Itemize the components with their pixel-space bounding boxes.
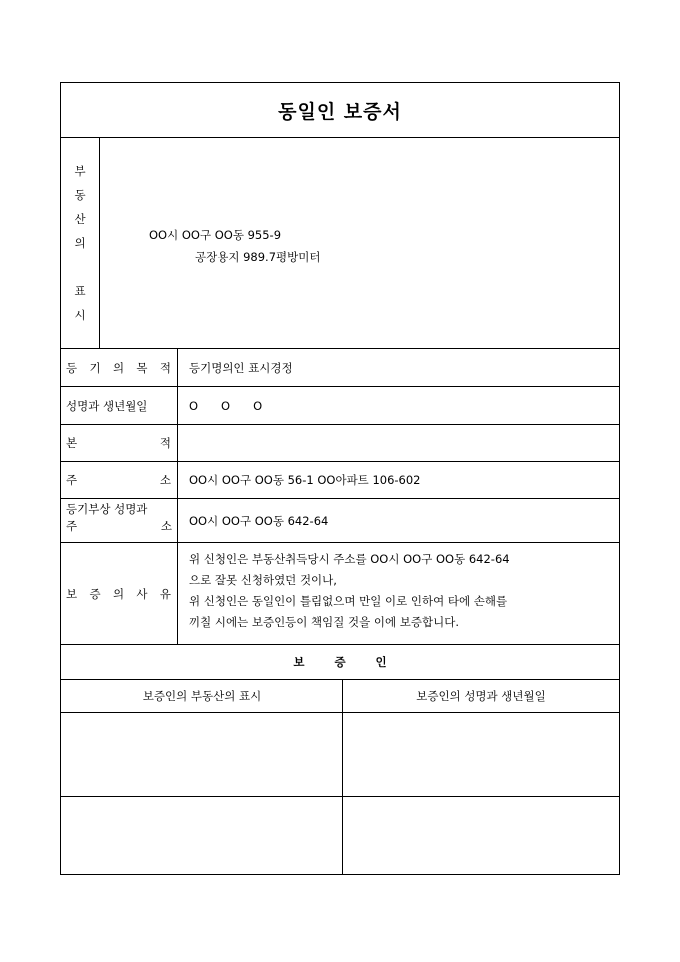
domicile-label bbox=[61, 425, 177, 461]
label-char: 사 bbox=[136, 586, 148, 601]
registry-label-line2 bbox=[66, 518, 172, 535]
address-value: OO시 OO구 OO동 56-1 OO아파트 106-602 bbox=[189, 473, 421, 487]
guarantee-form bbox=[60, 82, 620, 875]
guarantor-name-cell bbox=[343, 713, 619, 797]
registry-value: OO시 OO구 OO동 642-64 bbox=[189, 513, 329, 528]
guarantor-header: 보 증 인 bbox=[293, 655, 387, 669]
guarantor-columns-row bbox=[61, 680, 619, 712]
property-label-char: 의 bbox=[74, 236, 86, 250]
registry-row bbox=[61, 499, 619, 542]
label-char: 본 bbox=[66, 436, 78, 450]
divider bbox=[342, 679, 343, 875]
name-birth-label: 성명과 생년월일 bbox=[66, 398, 148, 413]
property-label bbox=[61, 138, 99, 348]
registry-label bbox=[61, 499, 177, 542]
property-label-char: 표 bbox=[74, 284, 86, 298]
guarantor-header-row bbox=[61, 645, 619, 679]
property-address-line2: 공장용지 989.7평방미터 bbox=[195, 250, 321, 264]
document-title: 동일인 보증서 bbox=[278, 100, 402, 123]
label-char: 등 bbox=[66, 360, 78, 375]
address-row bbox=[61, 462, 619, 498]
property-label-char: 부 bbox=[74, 164, 86, 178]
reason-label bbox=[61, 543, 177, 644]
property-address bbox=[149, 224, 320, 268]
label-char: 적 bbox=[159, 360, 171, 375]
property-label-char: 동 bbox=[74, 188, 86, 202]
reason-text bbox=[189, 543, 619, 633]
guarantor-name-cell bbox=[343, 797, 619, 874]
address-label bbox=[61, 462, 177, 498]
guarantor-property-cell bbox=[61, 797, 343, 874]
col-name-birth-header: 보증인의 성명과 생년월일 bbox=[416, 689, 546, 703]
reason-row bbox=[61, 543, 619, 644]
reason-line: 위 신청인은 부동산취득당시 주소를 OO시 OO구 OO동 642-64 bbox=[189, 552, 510, 566]
label-char: 기 bbox=[89, 360, 101, 375]
reason-line: 끼칠 시에는 보증인등이 책임질 것을 이에 보증합니다. bbox=[189, 615, 459, 629]
name-birth-row bbox=[61, 387, 619, 424]
registry-label-line1: 등기부상 성명과 bbox=[66, 502, 148, 516]
label-char: 목 bbox=[136, 360, 148, 375]
label-char: 소 bbox=[160, 519, 172, 533]
guarantor-row bbox=[61, 797, 619, 874]
label-char: 증 bbox=[89, 586, 101, 601]
label-char: 주 bbox=[66, 473, 78, 487]
reason-line: 위 신청인은 동일인이 틀림없으며 만일 이로 인하여 타에 손해를 bbox=[189, 594, 508, 608]
label-char: 주 bbox=[66, 519, 78, 533]
label-char: 소 bbox=[159, 473, 171, 487]
domicile-value bbox=[189, 425, 609, 461]
property-address-line1: OO시 OO구 OO동 955-9 bbox=[149, 228, 282, 242]
reason-line: 으로 잘못 신청하였던 것이나, bbox=[189, 573, 337, 587]
label-char: 의 bbox=[112, 586, 125, 601]
registration-purpose-row bbox=[61, 349, 619, 386]
property-label-char: 시 bbox=[74, 308, 86, 322]
label-char: 의 bbox=[112, 360, 125, 375]
property-section bbox=[61, 138, 619, 348]
property-label-char: 산 bbox=[74, 212, 86, 226]
col-property-header: 보증인의 부동산의 표시 bbox=[142, 689, 262, 703]
label-char: 적 bbox=[159, 436, 171, 450]
guarantor-property-cell bbox=[61, 713, 343, 797]
label-char: 유 bbox=[159, 586, 171, 601]
registration-purpose-value: 등기명의인 표시경정 bbox=[189, 360, 293, 375]
registration-purpose-label bbox=[61, 349, 177, 386]
label-char: 보 bbox=[66, 586, 78, 601]
divider bbox=[99, 138, 100, 348]
name-birth-value: O O O bbox=[189, 398, 263, 413]
domicile-row bbox=[61, 425, 619, 461]
guarantor-row bbox=[61, 713, 619, 797]
